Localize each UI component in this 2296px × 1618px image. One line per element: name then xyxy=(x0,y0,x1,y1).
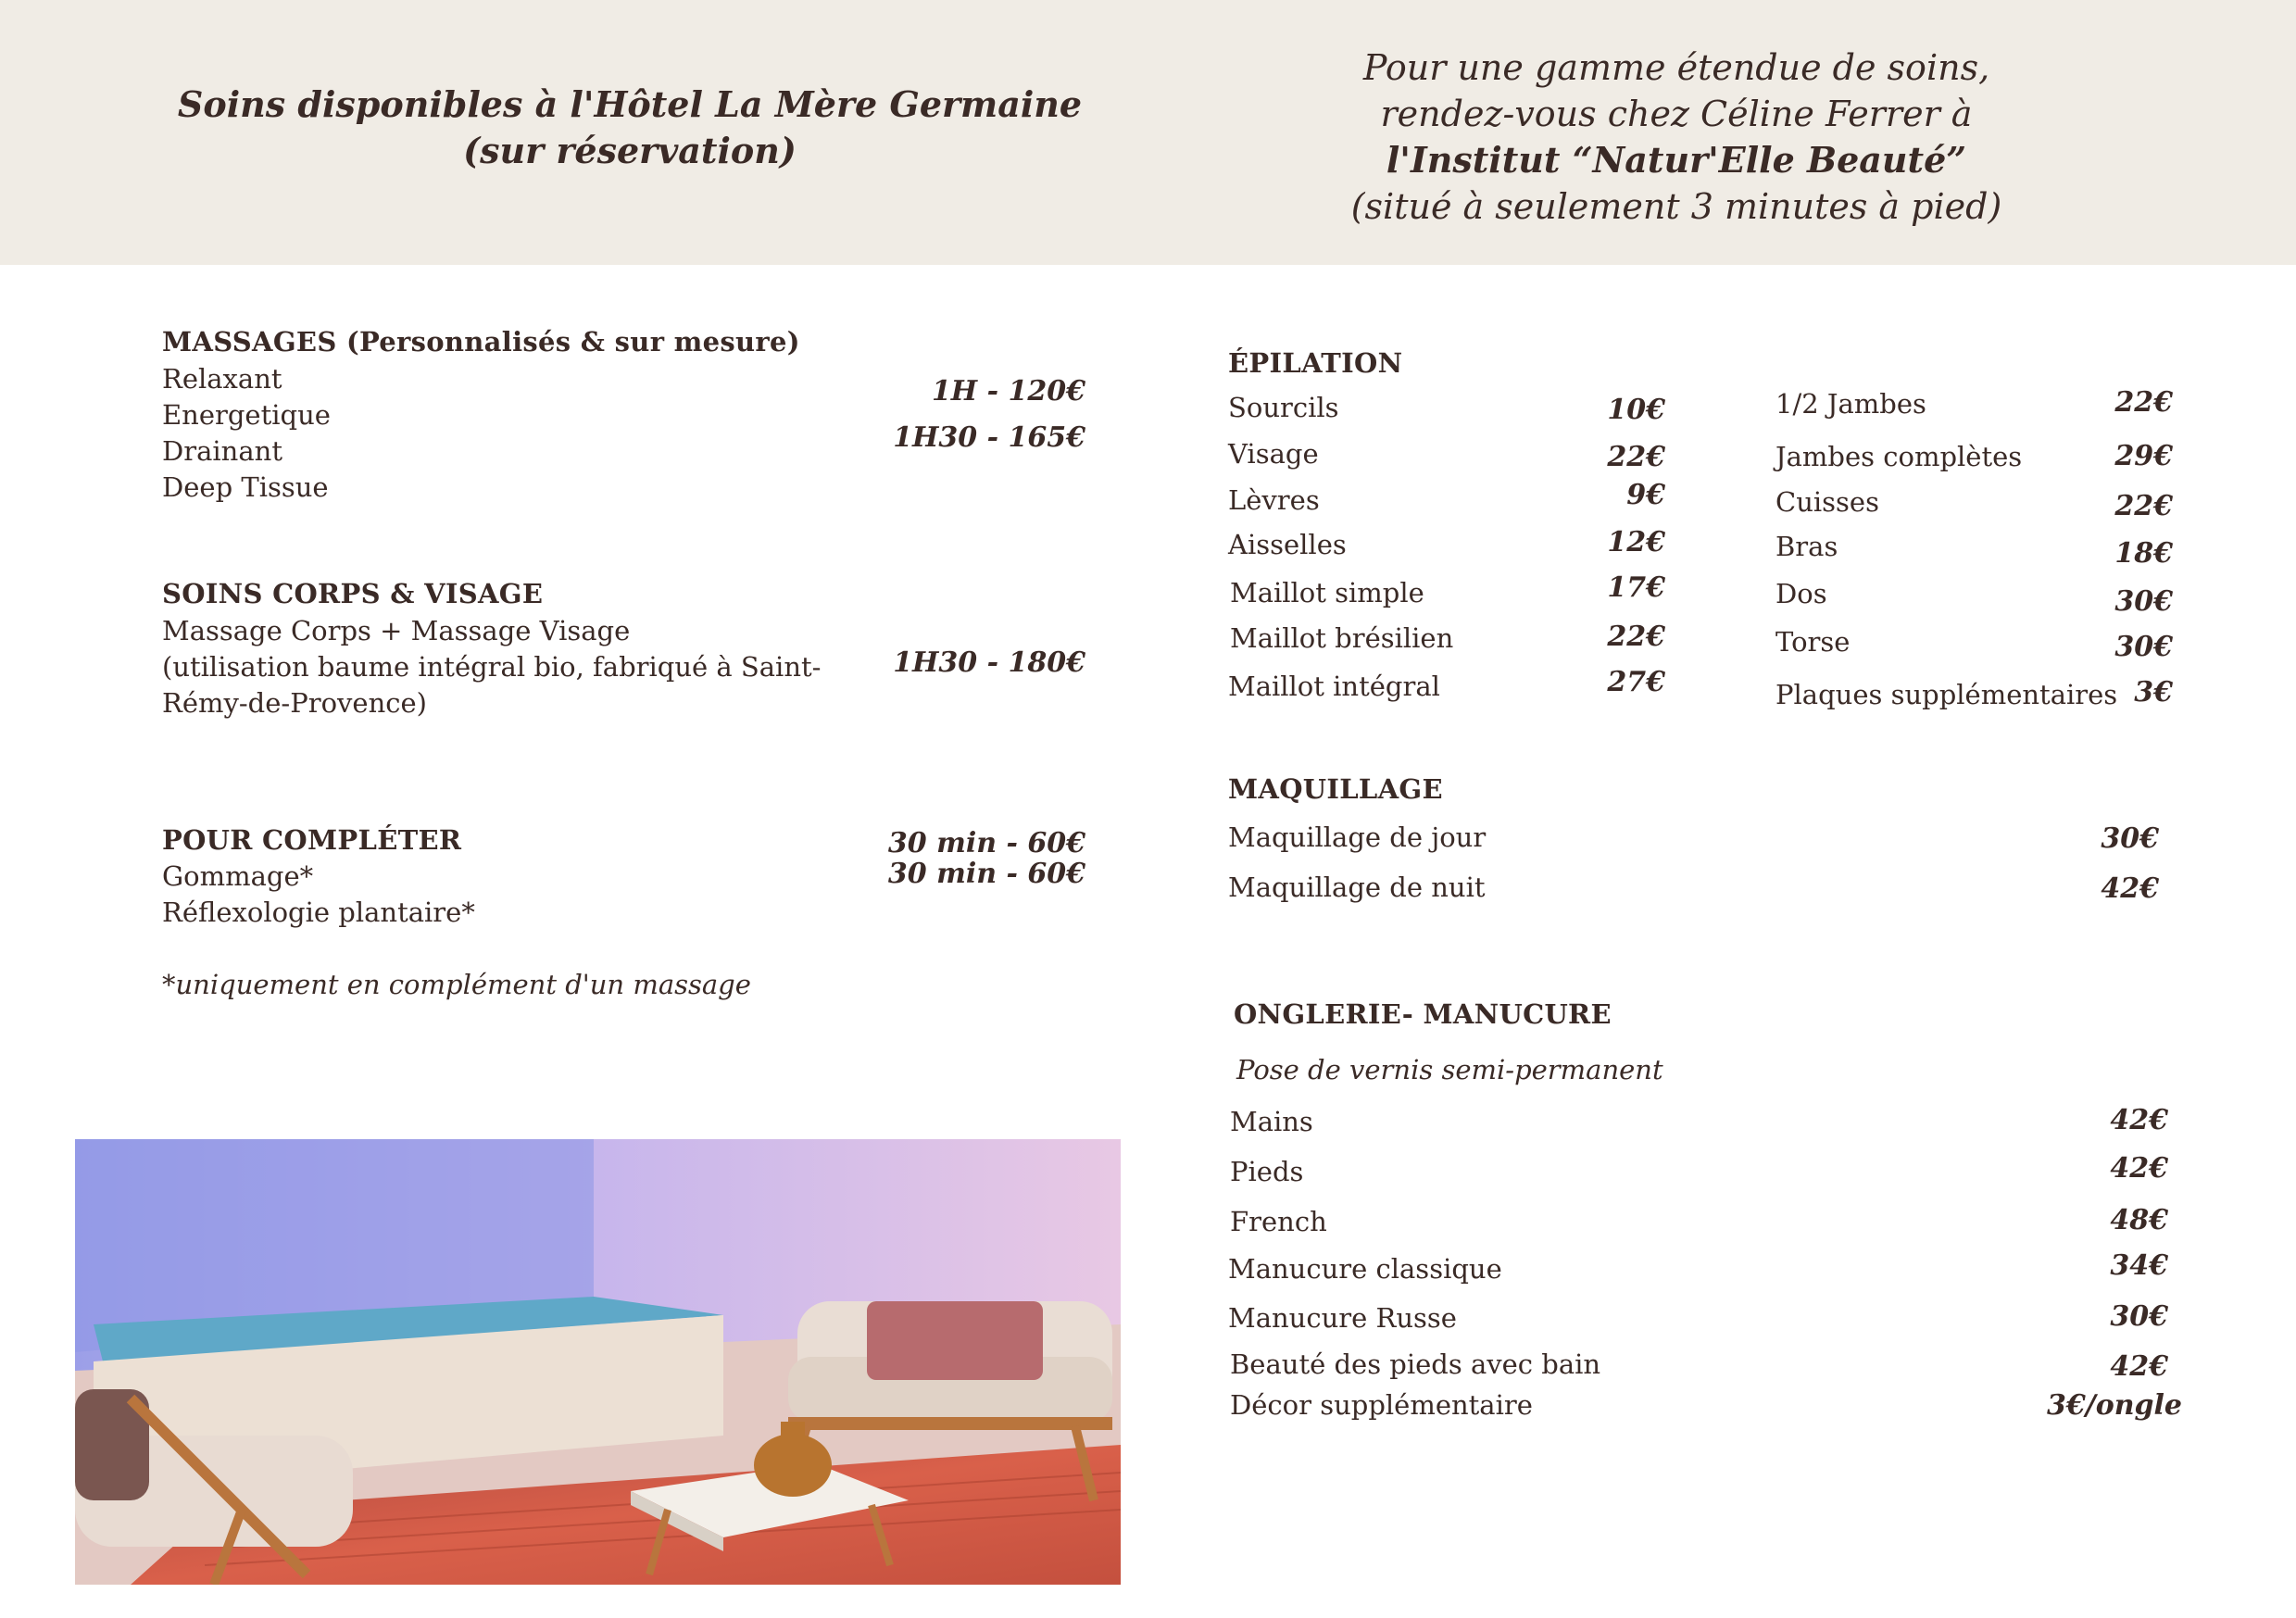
header-left-title: Soins disponibles à l'Hôtel La Mère Germaine xyxy=(177,83,1083,125)
maquillage-item-nuit: Maquillage de nuit xyxy=(1228,872,1486,903)
epilation-col1-item: Aisselles xyxy=(1228,529,1347,560)
epilation-col2-price: 30€ xyxy=(2114,585,2173,618)
completer-item-reflexologie: Réflexologie plantaire* xyxy=(162,897,475,928)
soins-line2: (utilisation baume intégral bio, fabriqué à Saint- xyxy=(162,651,822,683)
massages-title: MASSAGES (Personnalisés & sur mesure) xyxy=(162,326,800,357)
onglerie-item: French xyxy=(1230,1206,1327,1237)
completer-note: *uniquement en complément d'un massage xyxy=(162,969,751,1000)
onglerie-item: Mains xyxy=(1230,1106,1313,1137)
epilation-col2-item: Torse xyxy=(1775,626,1851,658)
epilation-col1-price: 9€ xyxy=(1626,479,1665,511)
epilation-col1-price: 12€ xyxy=(1607,526,1665,558)
massage-price-1h: 1H - 120€ xyxy=(931,375,1085,408)
epilation-col2-price: 22€ xyxy=(2114,386,2173,419)
epilation-col2-item: Dos xyxy=(1775,578,1827,609)
header-right-line1: Pour une gamme étendue de soins, xyxy=(1362,47,1990,88)
header-left xyxy=(167,82,1093,174)
soins-line3: Rémy-de-Provence) xyxy=(162,687,427,719)
epilation-col1-price: 17€ xyxy=(1607,571,1665,604)
onglerie-subtitle: Pose de vernis semi-permanent xyxy=(1236,1054,1663,1085)
completer-price-gommage: 30 min - 60€ xyxy=(887,827,1085,859)
epilation-title: ÉPILATION xyxy=(1228,347,1403,379)
soins-line1: Massage Corps + Massage Visage xyxy=(162,615,631,646)
epilation-col2-price: 3€ xyxy=(2134,676,2173,709)
onglerie-item: Beauté des pieds avec bain xyxy=(1230,1348,1601,1380)
header-right-line2: rendez-vous chez Céline Ferrer à xyxy=(1380,94,1973,134)
epilation-col2-price: 30€ xyxy=(2114,631,2173,663)
completer-item-gommage: Gommage* xyxy=(162,860,314,892)
epilation-col2-price: 29€ xyxy=(2114,440,2173,472)
header-left-subtitle: (sur réservation) xyxy=(463,130,797,171)
massage-price-1h30: 1H30 - 165€ xyxy=(893,421,1085,454)
completer-title: POUR COMPLÉTER xyxy=(162,824,462,856)
soins-price: 1H30 - 180€ xyxy=(893,646,1085,679)
maquillage-price-nuit: 42€ xyxy=(2101,872,2159,905)
massage-item-relaxant: Relaxant xyxy=(162,363,282,395)
onglerie-price: 42€ xyxy=(2110,1350,2168,1383)
epilation-col2-item: 1/2 Jambes xyxy=(1775,388,1926,420)
epilation-col2-item: Plaques supplémentaires xyxy=(1775,679,2118,710)
onglerie-item: Pieds xyxy=(1230,1156,1304,1187)
massage-item-deep-tissue: Deep Tissue xyxy=(162,471,329,503)
epilation-col2-item: Cuisses xyxy=(1775,486,1879,518)
spa-room-photo xyxy=(75,1139,1121,1585)
soins-title: SOINS CORPS & VISAGE xyxy=(162,578,544,609)
epilation-col1-price: 27€ xyxy=(1607,666,1665,698)
massage-item-energetique: Energetique xyxy=(162,399,331,431)
maquillage-price-jour: 30€ xyxy=(2101,822,2159,855)
epilation-col2-item: Jambes complètes xyxy=(1775,441,2023,472)
epilation-col1-item: Maillot intégral xyxy=(1228,671,1440,702)
onglerie-item: Manucure Russe xyxy=(1228,1302,1457,1334)
onglerie-item: Manucure classique xyxy=(1228,1253,1502,1285)
header-right-institute: l'Institut “Natur'Elle Beauté” xyxy=(1386,139,1967,181)
completer-price-reflexologie: 30 min - 60€ xyxy=(887,858,1085,890)
epilation-col1-item: Maillot simple xyxy=(1230,577,1424,608)
epilation-col2-price: 18€ xyxy=(2114,537,2173,570)
onglerie-title: ONGLERIE- MANUCURE xyxy=(1234,998,1612,1030)
onglerie-item: Décor supplémentaire xyxy=(1230,1389,1533,1421)
maquillage-item-jour: Maquillage de jour xyxy=(1228,822,1487,853)
onglerie-price: 42€ xyxy=(2110,1104,2168,1136)
onglerie-price: 34€ xyxy=(2110,1249,2168,1282)
epilation-col2-price: 22€ xyxy=(2114,490,2173,522)
epilation-col1-item: Sourcils xyxy=(1228,392,1339,423)
maquillage-title: MAQUILLAGE xyxy=(1228,773,1443,805)
epilation-col1-price: 22€ xyxy=(1607,621,1665,653)
onglerie-price: 48€ xyxy=(2110,1204,2168,1236)
epilation-col1-price: 22€ xyxy=(1607,441,1665,473)
epilation-col1-item: Lèvres xyxy=(1228,484,1320,516)
onglerie-price: 3€/ongle xyxy=(2047,1389,2182,1422)
header-right xyxy=(1306,44,2047,230)
epilation-col1-price: 10€ xyxy=(1607,394,1665,426)
onglerie-price: 30€ xyxy=(2110,1300,2168,1333)
massage-item-drainant: Drainant xyxy=(162,435,282,467)
onglerie-price: 42€ xyxy=(2110,1152,2168,1185)
epilation-col2-item: Bras xyxy=(1775,531,1838,562)
epilation-col1-item: Maillot brésilien xyxy=(1230,622,1454,654)
epilation-col1-item: Visage xyxy=(1228,438,1319,470)
header-right-line4: (situé à seulement 3 minutes à pied) xyxy=(1350,186,2002,227)
